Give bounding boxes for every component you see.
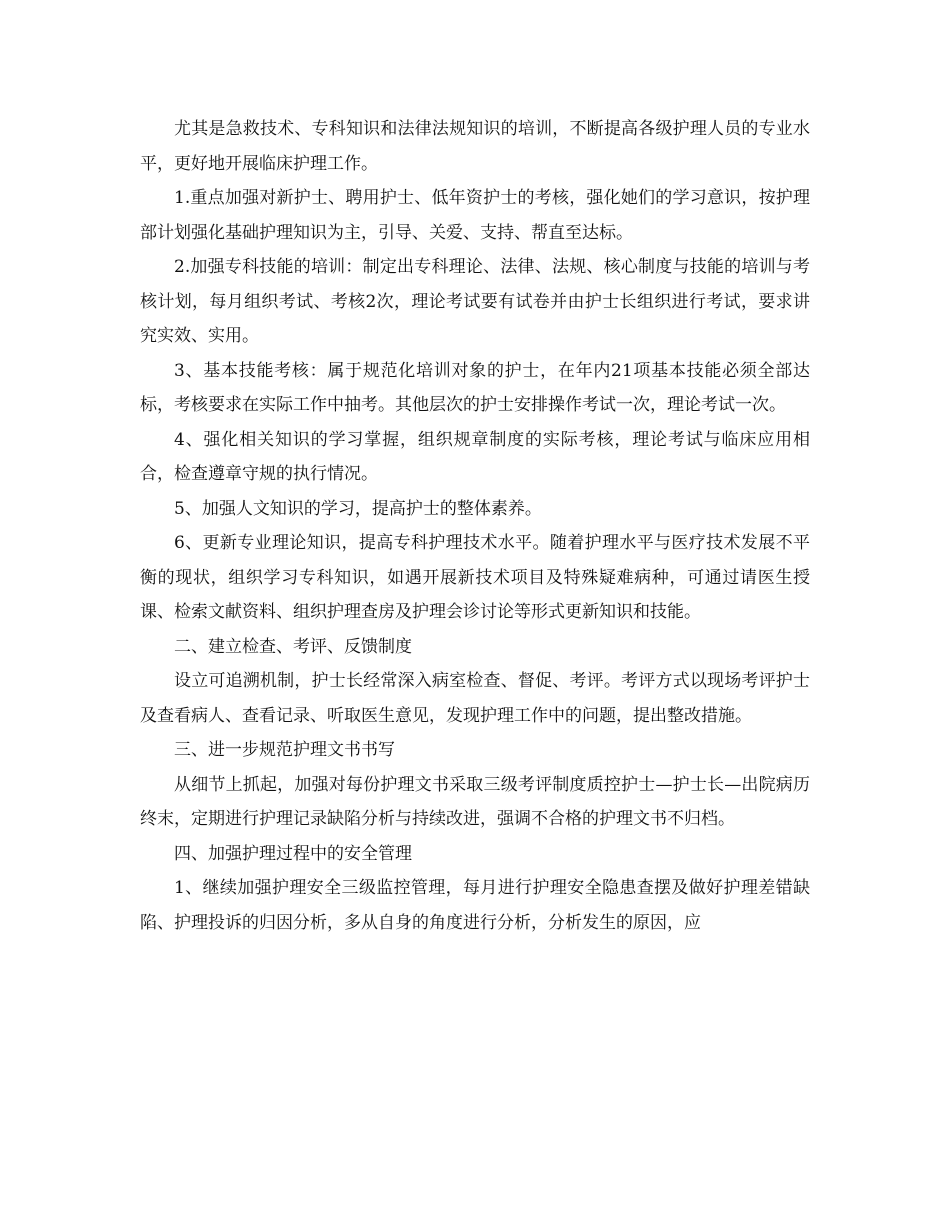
paragraph-safety-item-1: 1、继续加强护理安全三级监控管理，每月进行护理安全隐患查摆及做好护理差错缺陷、护理投诉的归因分析，多从自身的角度进行分析，分析发生的原因，应 [140,878,810,933]
paragraph-training-intro: 尤其是急救技术、专科知识和法律法规知识的培训，不断提高各级护理人员的专业水平，更好地开展临床护理工作。 [140,119,810,174]
paragraph-documentation-details: 从细节上抓起，加强对每份护理文书采取三级考评制度质控护士—护士长—出院病历终末，定期进行护理记录缺陷分析与持续改进，强调不合格的护理文书不归档。 [140,774,810,829]
document-body [140,112,810,940]
section-heading-documentation: 三、进一步规范护理文书书写 [174,740,395,760]
paragraph-item-3-basic-skills: 3、基本技能考核：属于规范化培训对象的护士，在年内21项基本技能必须全部达标，考核要求在实际工作中抽考。其他层次的护士安排操作考试一次，理论考试一次。 [140,360,810,415]
paragraph-item-4-knowledge-mastery: 4、强化相关知识的学习掌握，组织规章制度的实际考核，理论考试与临床应用相合，检查遵章守规的执行情况。 [140,429,810,484]
paragraph-item-5-humanities: 5、加强人文知识的学习，提高护士的整体素养。 [174,498,542,519]
paragraph-item-2-specialty-training: 2.加强专科技能的培训：制定出专科理论、法律、法规、核心制度与技能的培训与考核计划，每月组织考试、考核2次，理论考试要有试卷并由护士长组织进行考试，要求讲究实效、实用。 [140,257,810,346]
section-heading-inspection: 二、建立检查、考评、反馈制度 [174,636,412,657]
paragraph-inspection-mechanism: 设立可追溯机制，护士长经常深入病室检查、督促、考评。考评方式以现场考评护士及查看病人、查看记录、听取医生意见，发现护理工作中的问题，提出整改措施。 [140,671,810,726]
paragraph-item-6-theory-update: 6、更新专业理论知识，提高专科护理技术水平。随着护理水平与医疗技术发展不平衡的现状，组织学习专科知识，如遇开展新技术项目及特殊疑难病种，可通过请医生授课、检索文献资料、组织护理查房及护理会诊讨论等形式更新知识和技能。 [140,533,810,622]
section-heading-safety: 四、加强护理过程中的安全管理 [174,843,412,864]
paragraph-item-1-new-nurse-assessment: 1.重点加强对新护士、聘用护士、低年资护士的考核，强化她们的学习意识，按护理部计划强化基础护理知识为主，引导、关爱、支持、帮直至达标。 [140,188,810,243]
